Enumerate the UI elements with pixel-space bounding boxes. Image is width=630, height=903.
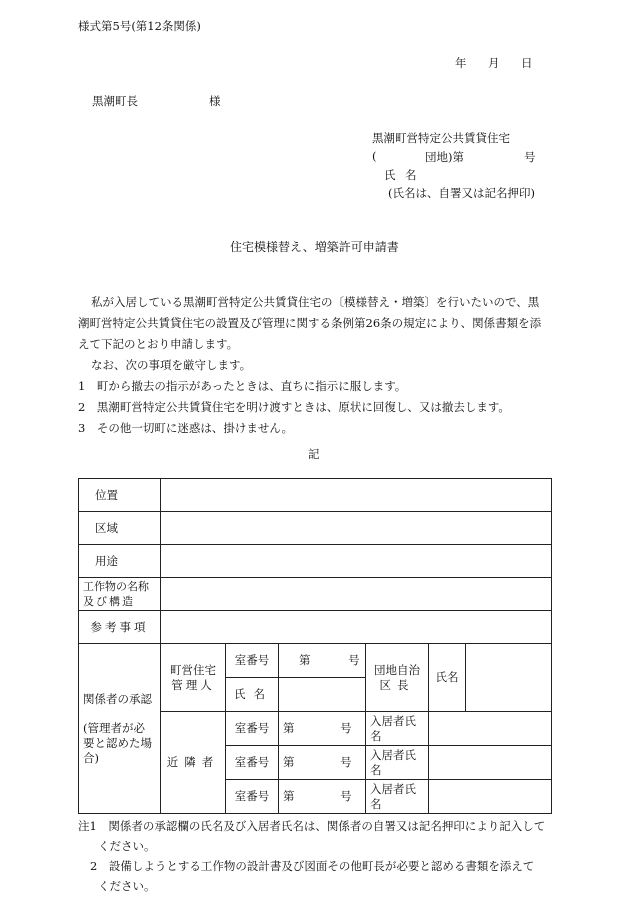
neighbor2-room-value-cell[interactable] — [279, 746, 366, 780]
applicant-housing: 黒潮町営特定公共賃貸住宅 — [372, 131, 510, 145]
neighbor3-room-go: 号 — [340, 789, 352, 803]
manager-name-value-cell[interactable] — [279, 678, 366, 712]
neighbor2-room-dai: 第 — [283, 755, 295, 769]
addressee-honorific: 様 — [209, 94, 221, 108]
body-item-3: 3 その他一切町に迷惑は、掛けません。 — [78, 421, 294, 435]
manager-room-dai: 第 — [299, 653, 311, 667]
danchi-chief-name-label-cell — [429, 644, 466, 712]
note1-line2: ください。 — [98, 839, 156, 853]
body-item-1: 1 町から撤去の指示があったときは、直ちに指示に服します。 — [78, 379, 407, 393]
neighbor2-resident-label: 入居者氏名 — [370, 747, 416, 777]
consent-note-line1: (管理者が必 — [83, 720, 145, 735]
body-para1-line1: 私が入居している黒潮町営特定公共賃貸住宅の〔模様替え・増築〕を行いたいので、黒 — [91, 295, 540, 309]
danchi-chief-label-line2: 区長 — [379, 677, 415, 692]
neighbor3-room-dai: 第 — [283, 789, 295, 803]
ki-heading: 記 — [308, 447, 320, 461]
applicant-signature-note: (氏名は、自署又は記名押印) — [388, 186, 535, 200]
applicant-shi: 氏 — [384, 168, 396, 182]
neighbor1-room-label-cell — [226, 712, 279, 746]
form-number: 様式第5号(第12条関係) — [78, 19, 201, 33]
applicant-mei: 名 — [405, 168, 417, 182]
danchi-chief-name-label: 氏名 — [435, 670, 459, 684]
structure-label-line2: 及び構造 — [83, 595, 135, 608]
footnotes — [78, 816, 545, 896]
danchi-chief-label-cell — [366, 644, 429, 712]
manager-name-label: 氏名 — [234, 687, 273, 701]
applicant-danchi-number: 団地)第 — [425, 150, 464, 164]
danchi-chief-label-line1: 団地自治 — [374, 662, 420, 677]
applicant-go: 号 — [524, 150, 536, 164]
body-para1-line3: えて下記のとおり申請します。 — [78, 337, 239, 351]
body-item-2: 2 黒潮町営特定公共賃貸住宅を明け渡すときは、原状に回復し、又は撤去します。 — [78, 400, 510, 414]
danchi-chief-name-value-cell[interactable] — [466, 644, 552, 712]
usage-label-cell — [79, 545, 161, 578]
consent-label: 関係者の承認 — [83, 691, 152, 706]
area-label: 区域 — [95, 520, 118, 535]
neighbor3-room-label-cell — [226, 780, 279, 814]
body-para1-line2: 潮町営特定公共賃貸住宅の設置及び管理に関する条例第26条の規定により、関係書類を添 — [78, 316, 542, 330]
manager-room-label-cell — [226, 644, 279, 678]
neighbor1-resident-label-cell — [366, 712, 429, 746]
consent-note-line3: 合) — [83, 750, 99, 765]
note2-line2: ください。 — [98, 879, 156, 893]
neighbor3-room-value-cell[interactable] — [279, 780, 366, 814]
applicant-paren-open: ( — [372, 149, 377, 163]
neighbor2-room-label-cell — [226, 746, 279, 780]
neighbor3-resident-label-cell — [366, 780, 429, 814]
manager-room-value-cell[interactable] — [279, 644, 366, 678]
manager-label-line1: 町営住宅 — [170, 662, 216, 677]
reference-label-cell — [79, 611, 161, 644]
manager-room-go: 号 — [348, 653, 360, 667]
application-form-table — [78, 478, 552, 814]
manager-room-label: 室番号 — [234, 653, 270, 667]
location-label-cell — [79, 479, 161, 512]
body-para2: なお、次の事項を厳守します。 — [91, 358, 252, 372]
consent-note-line2: 要と認めた場 — [83, 735, 152, 750]
structure-value-cell[interactable] — [161, 578, 552, 611]
note2-line1: 2 設備しようとする工作物の設計書及び図面その他町長が必要と認める書類を添えて — [90, 859, 535, 873]
date-year-label: 年 — [455, 56, 467, 70]
date-day-label: 日 — [521, 56, 533, 70]
consent-label-cell — [79, 644, 161, 814]
usage-value-cell[interactable] — [161, 545, 552, 578]
manager-name-label-cell — [226, 678, 279, 712]
neighbor3-resident-value-cell[interactable] — [429, 780, 552, 814]
document-title: 住宅模様替え、増築許可申請書 — [230, 240, 399, 254]
addressee: 黒潮町長 — [92, 94, 138, 108]
structure-label-line1: 工作物の名称 — [83, 580, 149, 593]
neighbor1-room-go: 号 — [340, 721, 352, 735]
usage-label: 用途 — [95, 553, 118, 568]
neighbor1-resident-value-cell[interactable] — [429, 712, 552, 746]
location-value-cell[interactable] — [161, 479, 552, 512]
date-month-label: 月 — [488, 56, 500, 70]
manager-label-line2: 管理人 — [171, 677, 215, 692]
reference-label: 参考事項 — [90, 619, 149, 634]
neighbor1-room-label: 室番号 — [234, 721, 270, 735]
manager-label-cell — [161, 644, 226, 712]
neighbors-label-cell — [161, 712, 226, 814]
neighbors-label: 近隣者 — [166, 755, 220, 769]
location-label: 位置 — [95, 487, 118, 502]
neighbor2-resident-value-cell[interactable] — [429, 746, 552, 780]
area-label-cell — [79, 512, 161, 545]
note1-line1: 注1 関係者の承認欄の氏名及び入居者氏名は、関係者の自署又は記名押印により記入して — [78, 819, 546, 833]
structure-label-cell — [79, 578, 161, 611]
neighbor3-room-label: 室番号 — [234, 789, 270, 803]
area-value-cell[interactable] — [161, 512, 552, 545]
neighbor1-room-value-cell[interactable] — [279, 712, 366, 746]
neighbor3-resident-label: 入居者氏名 — [370, 781, 416, 811]
neighbor1-room-dai: 第 — [283, 721, 295, 735]
neighbor2-room-label: 室番号 — [234, 755, 270, 769]
reference-value-cell[interactable] — [161, 611, 552, 644]
neighbor2-room-go: 号 — [340, 755, 352, 769]
application-body — [78, 292, 541, 439]
neighbor1-resident-label: 入居者氏名 — [370, 713, 416, 743]
neighbor2-resident-label-cell — [366, 746, 429, 780]
